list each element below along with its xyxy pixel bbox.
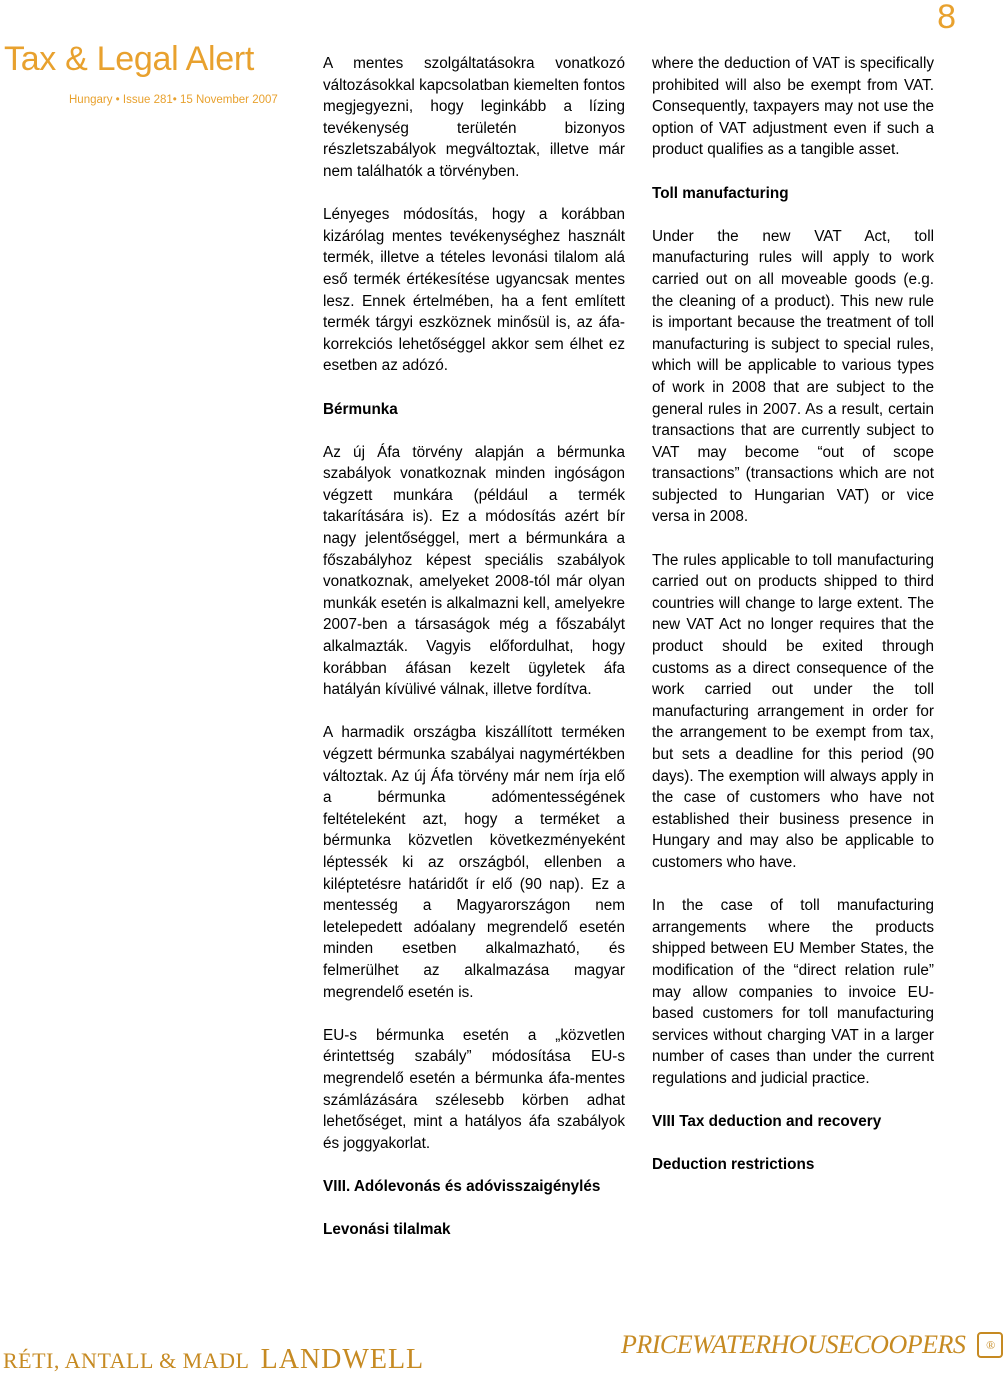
footer [0, 1328, 995, 1375]
paragraph: The rules applicable to toll manufacturing carried out on products shipped to third countries will change to large extent. The new VAT Act no longer requires that the product should be exited through customs as a direct consequence of the work carried out under the toll manufacturing arrangement in order for the arrangement to be exempt from tax, but sets a deadline for this period (90 days). The exemption will always apply in the case of customers who have not established their business presence in Hungary and may also be applicable to customers who have. [652, 551, 934, 871]
firm-name: RÉTI, ANTALL & MADL [3, 1348, 249, 1373]
paragraph: Lényeges módosítás, hogy a korábban kizárólag mentes tevékenységhez használt termék, illetve a tételes levonási tilalom alá eső termék értékesítése ugyancsak mentes lesz. Ennek értelmében, ha a fent említett termék tárgyi eszköznek minősül is, az áfa-korrekciós lehetőséggel akkor sem élhet ez esetben az adózó. [323, 206, 625, 375]
pricewaterhousecoopers-logo [621, 1330, 1003, 1360]
paragraph: In the case of toll manufacturing arrangements where the products shipped between EU Member States, the modification of the “direct relation rule” may allow companies to invoice EU-based customers for toll manufacturing services without charging VAT in a larger number of cases than under the current regulations and judicial practice. [652, 897, 934, 1087]
section-heading: Deduction restrictions [652, 1156, 815, 1174]
page-number: 8 [937, 0, 956, 36]
issue-subtitle: Hungary • Issue 281• 15 November 2007 [69, 94, 278, 106]
section-heading: Levonási tilalmak [323, 1221, 451, 1239]
paragraph: Under the new VAT Act, toll manufacturing rules will apply to work carried out on all moveable goods (e.g. the cleaning of a product). This new rule is important because the treatment of toll manufacturing is subject to special rules, which will be applicable to various types of work in 2008 that are subject to the general rules in 2007. As a result, certain transactions that are currently subject to VAT may become “out of scope transactions” (transactions which are not subjected to Hungarian VAT) or vice versa in 2008. [652, 227, 934, 526]
newsletter-title: Tax & Legal Alert [4, 40, 255, 78]
paragraph: EU-s bérmunka esetén a „közvetlen érintettség szabály” módosítása EU-s megrendelő esetén a bérmunka áfa-mentes számlázására szélesebb körben adhat lehetőséget, mint a hatályos áfa szabályok és joggyakorlat. [323, 1026, 625, 1152]
section-heading: VIII. Adólevonás és adóvisszaigénylés [323, 1177, 601, 1195]
paragraph: where the deduction of VAT is specifically prohibited will also be exempt from VAT. Consequently, taxpayers may not use the option of VAT adjustment even if such a product qualifies as a tangible asset. [652, 55, 934, 159]
hungarian-column [323, 53, 625, 1262]
english-column [652, 53, 934, 1197]
section-heading: VIII Tax deduction and recovery [652, 1113, 882, 1131]
reti-antall-madl-landwell-logo [3, 1344, 424, 1376]
section-heading: Bérmunka [323, 400, 398, 418]
paragraph: A mentes szolgáltatásokra vonatkozó változásokkal kapcsolatban kiemelten fontos megjegyezni, hogy leginkább a lízing tevékenység területén bizonyos részletszabályok megváltoztak, illetve már nem találhatók a törvényben. [323, 55, 625, 180]
paragraph: Az új Áfa törvény alapján a bérmunka szabályok vonatkoznak minden ingóságon végzett munkára (például a termék takarítására is). Ez a módosítás azért bír nagy jelentőséggel, mert a bérmunkára a főszabályhoz képest speciális szabályok vonatkoznak, amelyeket 2008-tól már olyan munkák esetén is alkalmazni kell, amelyekre 2007-ben a társaságok még a főszabályt alkalmazták. Vagyis előfordulhat, hogy korábban áfásan kezelt ügyletek áfa hatályán kívülivé válnak, illetve fordítva. [323, 443, 625, 699]
pwc-emblem-icon: ® [977, 1332, 1003, 1358]
section-heading: Toll manufacturing [652, 184, 789, 202]
landwell-wordmark: LANDWELL [260, 1344, 425, 1375]
pwc-wordmark: PRICEWATERHOUSECOOPERS [621, 1330, 966, 1359]
paragraph: A harmadik országba kiszállított terméken végzett bérmunka szabályai nagymértékben változtak. Az új Áfa törvény már nem írja elő a bérmunka adómentességének feltételeként azt, hogy a terméket a bérmunka közvetlen következményeként léptessék ki az országból, ellenben a kiléptetésre határidőt ír elő (90 nap). Ez a mentesség a Magyarországon nem letelepedett adóalany megrendelő esetén minden esetben alkalmazható, és felmerülhet az alkalmazása magyar megrendelő esetén is. [323, 724, 625, 1001]
